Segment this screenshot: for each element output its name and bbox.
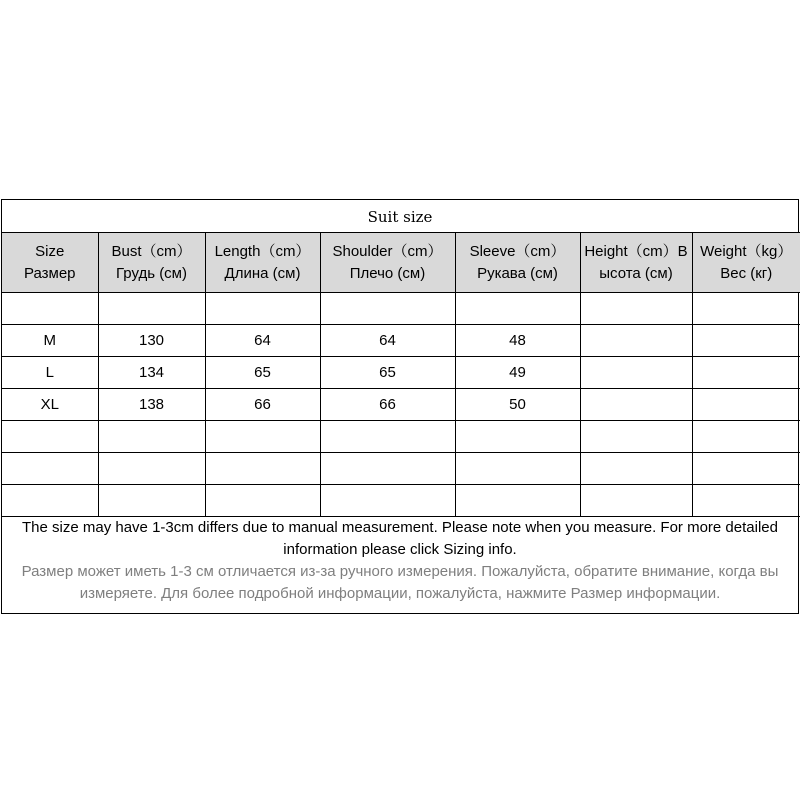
note-english: The size may have 1-3cm differs due to manual measurement. Please note when you measure. For more detailed information please click Sizing info. xyxy=(22,519,778,558)
table-cell: 48 xyxy=(455,325,580,357)
table-cell xyxy=(320,453,455,485)
table-cell xyxy=(2,485,98,517)
table-cell: 138 xyxy=(98,389,205,421)
table-cell xyxy=(98,293,205,325)
table-cell: 50 xyxy=(455,389,580,421)
header-weight-en: Weight（kg） xyxy=(700,242,793,260)
table-cell xyxy=(692,293,800,325)
header-shoulder xyxy=(320,233,455,293)
header-shoulder-ru: Плечо (см) xyxy=(349,264,426,282)
table-cell xyxy=(2,293,98,325)
header-size-ru: Размер xyxy=(23,264,76,282)
header-length-en: Length（cm） xyxy=(214,242,311,260)
table-row xyxy=(2,389,800,421)
table-row xyxy=(2,357,800,389)
table-cell: 66 xyxy=(320,389,455,421)
table-cell xyxy=(580,485,692,517)
table-cell xyxy=(580,325,692,357)
table-title: Suit size xyxy=(2,200,798,233)
header-sleeve xyxy=(455,233,580,293)
table-cell xyxy=(692,421,800,453)
table-cell: 64 xyxy=(320,325,455,357)
header-size-en: Size xyxy=(35,242,65,260)
header-height xyxy=(580,233,692,293)
table-cell xyxy=(580,357,692,389)
size-table xyxy=(2,232,800,517)
table-row xyxy=(2,485,800,517)
measurement-note xyxy=(2,516,798,614)
header-length xyxy=(205,233,320,293)
header-bust-ru: Грудь (см) xyxy=(116,264,187,282)
table-row xyxy=(2,325,800,357)
table-cell xyxy=(98,421,205,453)
table-row xyxy=(2,453,800,485)
table-cell: L xyxy=(2,357,98,389)
table-cell xyxy=(205,421,320,453)
table-row xyxy=(2,293,800,325)
table-cell xyxy=(455,485,580,517)
header-size xyxy=(2,233,98,293)
table-cell xyxy=(692,325,800,357)
header-bust xyxy=(98,233,205,293)
table-cell: 49 xyxy=(455,357,580,389)
table-cell xyxy=(2,453,98,485)
table-cell xyxy=(692,357,800,389)
table-row xyxy=(2,421,800,453)
table-cell xyxy=(455,453,580,485)
table-cell xyxy=(205,453,320,485)
header-shoulder-en: Shoulder（cm） xyxy=(332,242,443,260)
table-cell xyxy=(205,293,320,325)
header-height-ru: ысота (см) xyxy=(599,264,673,282)
header-height-en: Height（cm）В xyxy=(584,242,688,260)
table-cell xyxy=(205,485,320,517)
table-cell: 130 xyxy=(98,325,205,357)
table-cell xyxy=(580,453,692,485)
table-cell xyxy=(580,389,692,421)
header-bust-en: Bust（cm） xyxy=(111,242,192,260)
table-cell: M xyxy=(2,325,98,357)
table-cell xyxy=(580,293,692,325)
table-cell xyxy=(455,421,580,453)
table-cell xyxy=(692,485,800,517)
table-cell: 65 xyxy=(320,357,455,389)
table-cell xyxy=(455,293,580,325)
size-chart xyxy=(1,199,799,614)
header-weight xyxy=(692,233,800,293)
table-cell xyxy=(580,421,692,453)
header-row xyxy=(2,233,800,293)
note-russian: Размер может иметь 1-3 см отличается из-за ручного измерения. Пожалуйста, обратите внимание, когда вы измеряете. Для более подробной информации, пожалуйста, нажмите Размер информации. xyxy=(21,563,779,602)
header-sleeve-ru: Рукава (см) xyxy=(477,264,558,282)
table-cell xyxy=(98,453,205,485)
table-cell: 66 xyxy=(205,389,320,421)
table-cell xyxy=(320,485,455,517)
table-cell: 65 xyxy=(205,357,320,389)
header-sleeve-en: Sleeve（cm） xyxy=(469,242,566,260)
table-cell: XL xyxy=(2,389,98,421)
table-cell: 134 xyxy=(98,357,205,389)
table-cell xyxy=(320,421,455,453)
table-cell xyxy=(2,421,98,453)
header-length-ru: Длина (см) xyxy=(224,264,301,282)
table-cell xyxy=(320,293,455,325)
table-cell xyxy=(692,389,800,421)
header-weight-ru: Вес (кг) xyxy=(720,264,773,282)
table-cell: 64 xyxy=(205,325,320,357)
table-cell xyxy=(98,485,205,517)
table-cell xyxy=(692,453,800,485)
